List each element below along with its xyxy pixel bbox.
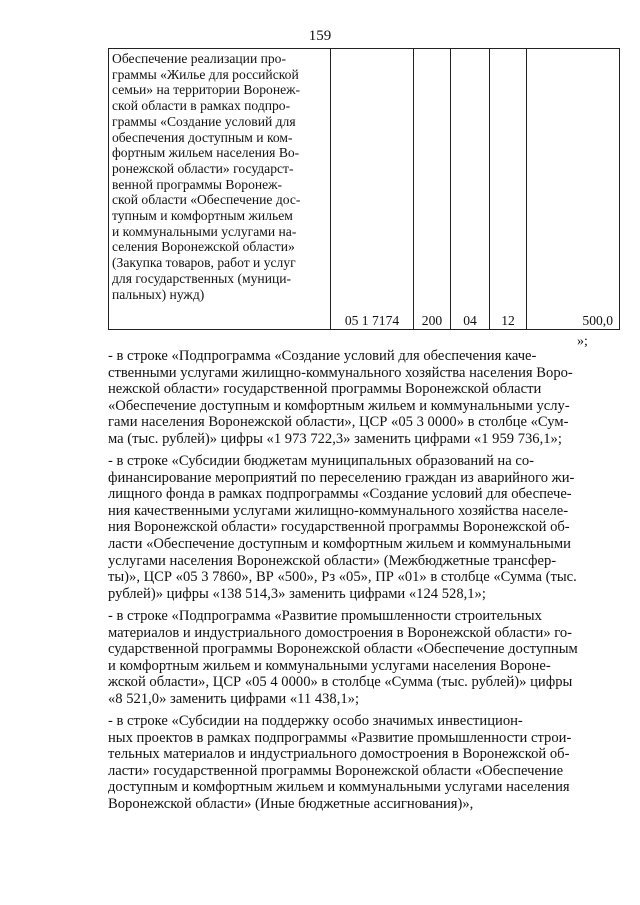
paragraph-4: - в строке «Субсидии на поддержку особо значимых инвестицион- ных проектов в рамках подпрограммы «Развитие промышленности строи- тельных материалов и индустриального домостроения в Воронежской об- ласти» государственной программы Воронежской области «Обеспечение доступным и комфортным жильем и коммунальными услугами населения Воронежской области» (Иные бюджетные ассигнования)», bbox=[108, 713, 572, 812]
row-description: Обеспечение реализации про- граммы «Жилье для российской семьи» на территории Воронеж- ской области в рамках подпро- граммы «Создание условий для обеспечения доступным и ком- фортным жильем населения Во- ронежской области» государст- венной программы Воронеж- ской области «Обеспечение дос- тупным и комфортным жильем и коммунальными услугами на- селения Воронежской области» (Закупка товаров, работ и услуг для государственных (муници- пальных) нужд) bbox=[109, 49, 331, 330]
row-pr-code: 12 bbox=[490, 49, 527, 330]
paragraph-2: - в строке «Субсидии бюджетам муниципальных образований на со- финансирование мероприятий по переселению граждан из аварийного жи- лищного фонда в рамках подпрограммы «Создание условий для обеспече- ния качественными услугами жилищно-коммунального хозяйства населе- ния Воронежской области» государственной программы Воронежской об- ласти «Обеспечение доступным и комфортным жильем и коммунальными услугами населения Воронежской области» (Межбюджетные трансфер- ты)», ЦСР «05 3 7860», ВР «500», Рз «05», ПР «01» в столбце «Сумма (тыс. рублей)» цифры «138 514,3» заменить цифрами «124 528,1»; bbox=[108, 453, 577, 602]
paragraph-3: - в строке «Подпрограмма «Развитие промышленности строительных материалов и индустриального домостроения в Воронежской области» го- сударственной программы Воронежской области «Обеспечение доступным и комфортным жильем и коммунальными услугами населения Вороне- жской области», ЦСР «05 4 0000» в столбце «Сумма (тыс. рублей)» цифры «8 521,0» заменить цифрами «11 438,1»; bbox=[108, 608, 578, 707]
budget-table bbox=[108, 48, 620, 330]
row-csr-code: 05 1 7174 bbox=[331, 49, 414, 330]
table-row bbox=[109, 49, 620, 330]
paragraph-1: - в строке «Подпрограмма «Создание условий для обеспечения каче- ственными услугами жилищно-коммунального хозяйства населения Воро- нежской области» государственной программы Воронежской области «Обеспечение доступным и комфортным жильем и коммунальными услу- гами населения Воронежской области», ЦСР «05 3 0000» в столбце «Сум- ма (тыс. рублей)» цифры «1 973 722,3» заменить цифрами «1 959 736,1»; bbox=[108, 348, 573, 447]
row-sum: 500,0 bbox=[527, 49, 620, 330]
page-number: 159 bbox=[308, 28, 332, 44]
row-rz-code: 04 bbox=[451, 49, 490, 330]
row-end-mark: »; bbox=[577, 334, 588, 349]
row-vr-code: 200 bbox=[414, 49, 451, 330]
